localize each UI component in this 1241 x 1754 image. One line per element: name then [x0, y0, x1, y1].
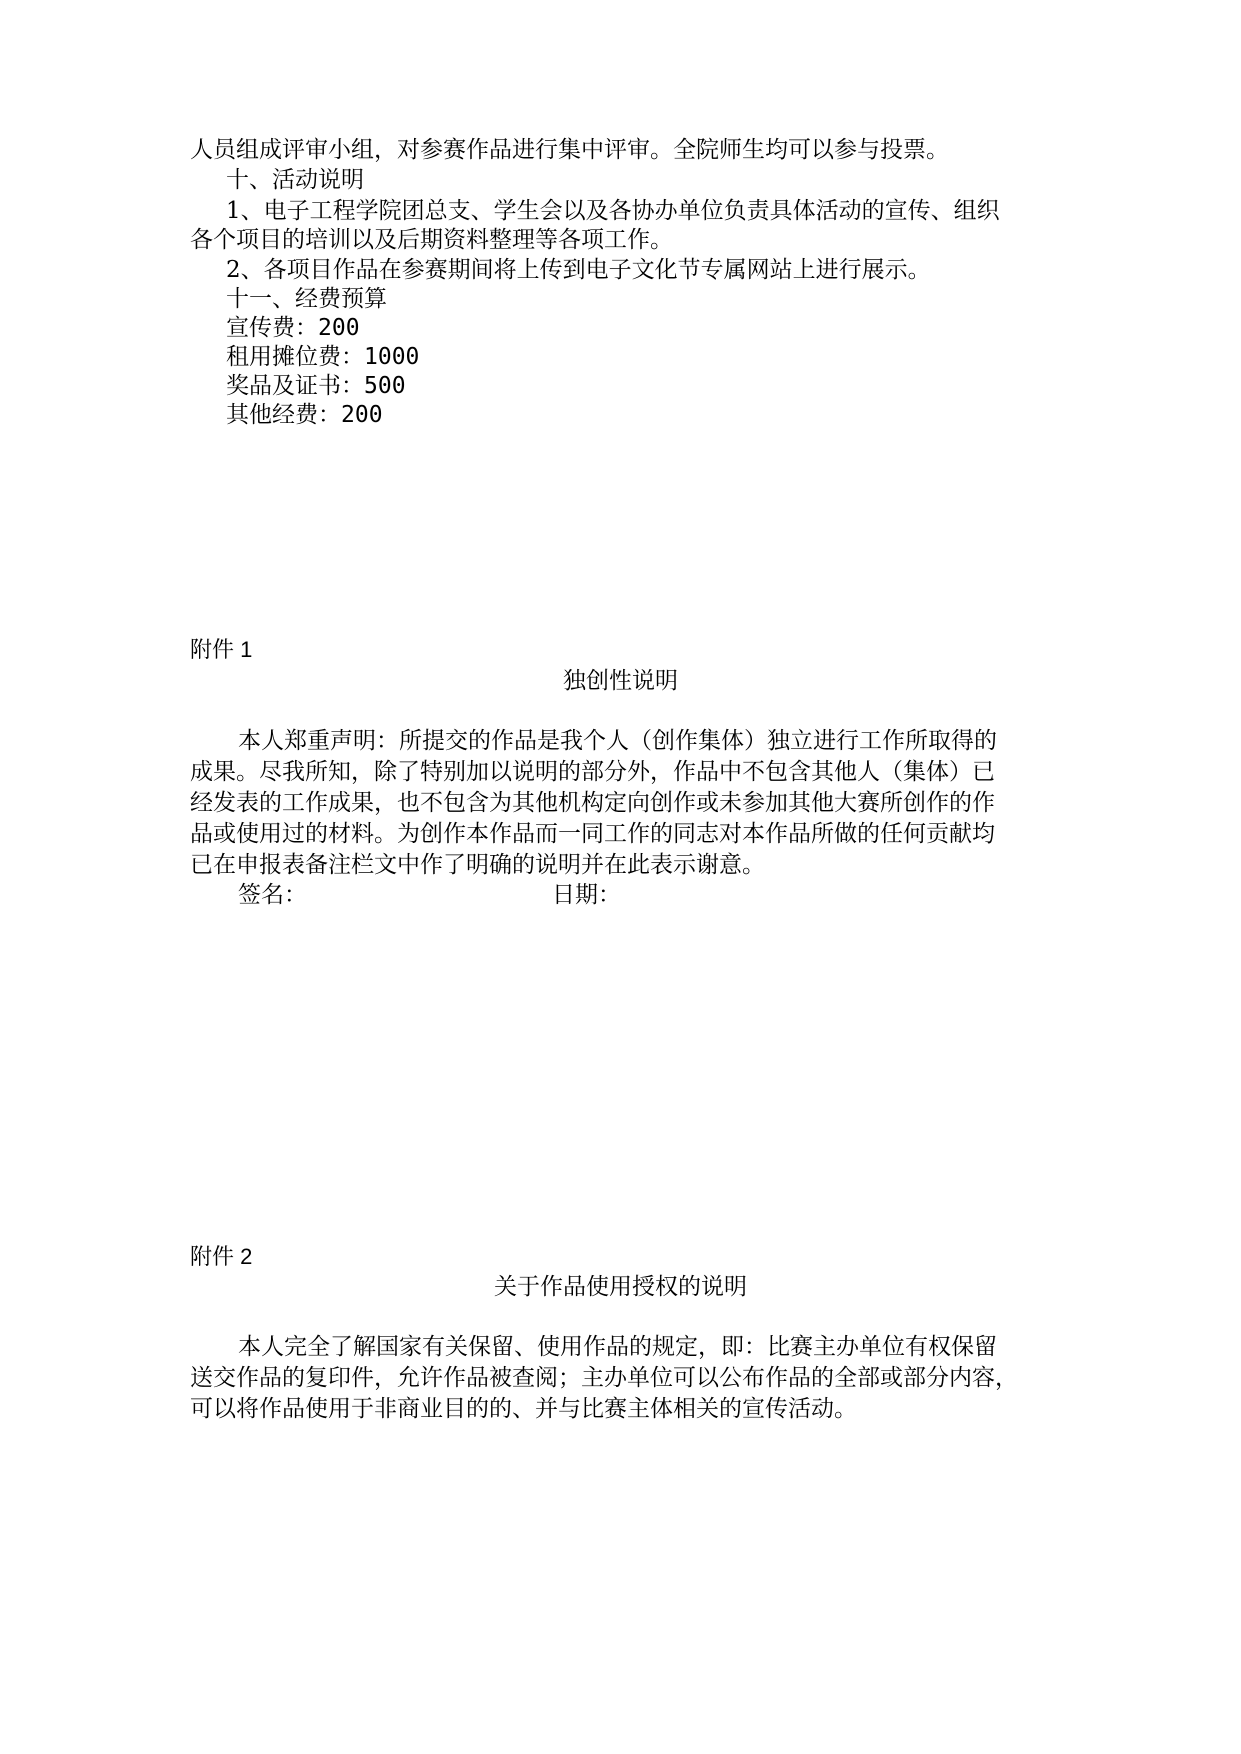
- budget-label: 宣传费：: [226, 315, 318, 341]
- budget-item: [226, 314, 1096, 342]
- budget-value: 500: [364, 373, 406, 399]
- budget-item: [226, 401, 1096, 429]
- paragraph-line: 品或使用过的材料。为创作本作品而一同工作的同志对本作品所做的任何贡献均: [190, 821, 995, 847]
- attachment-1-title: 独创性说明: [563, 668, 678, 694]
- paragraph-line: 本人郑重声明：所提交的作品是我个人（创作集体）独立进行工作所取得的: [238, 728, 997, 754]
- paragraph-line: 经发表的工作成果，也不包含为其他机构定向创作或未参加其他大赛所创作的作: [190, 790, 995, 816]
- paragraph-line: 各个项目的培训以及后期资料整理等各项工作。: [190, 227, 673, 253]
- budget-value: 200: [341, 402, 383, 428]
- attachment-2-title: 关于作品使用授权的说明: [494, 1274, 747, 1300]
- paragraph-line: 1、电子工程学院团总支、学生会以及各协办单位负责具体活动的宣传、组织: [226, 198, 1000, 224]
- paragraph-line: 2、各项目作品在参赛期间将上传到电子文化节专属网站上进行展示。: [226, 257, 931, 283]
- budget-label: 租用摊位费：: [226, 344, 364, 370]
- budget-value: 1000: [364, 344, 420, 370]
- paragraph-line: 已在申报表备注栏文中作了明确的说明并在此表示谢意。: [190, 852, 765, 878]
- paragraph-line: 本人完全了解国家有关保留、使用作品的规定，即：比赛主办单位有权保留: [238, 1334, 997, 1360]
- budget-item: [226, 343, 1096, 371]
- budget-value: 200: [318, 315, 360, 341]
- paragraph-line: 成果。尽我所知，除了特别加以说明的部分外，作品中不包含其他人（集体）已: [190, 759, 995, 785]
- signature-label: 签名：: [238, 882, 307, 908]
- paragraph-line: 送交作品的复印件，允许作品被查阅；主办单位可以公布作品的全部或部分内容，: [190, 1365, 1018, 1391]
- section-heading-activity: 十、活动说明: [226, 167, 364, 193]
- attachment-2-label: 附件 2: [190, 1244, 253, 1269]
- date-label: 日期：: [552, 882, 621, 908]
- budget-label: 奖品及证书：: [226, 373, 364, 399]
- section-heading-budget: 十一、经费预算: [226, 286, 387, 312]
- paragraph-line: 可以将作品使用于非商业目的的、并与比赛主体相关的宣传活动。: [190, 1396, 857, 1422]
- budget-label: 其他经费：: [226, 402, 341, 428]
- paragraph-line: 人员组成评审小组，对参赛作品进行集中评审。全院师生均可以参与投票。: [190, 137, 949, 163]
- attachment-1-label: 附件 1: [190, 637, 253, 662]
- budget-item: [226, 372, 1096, 400]
